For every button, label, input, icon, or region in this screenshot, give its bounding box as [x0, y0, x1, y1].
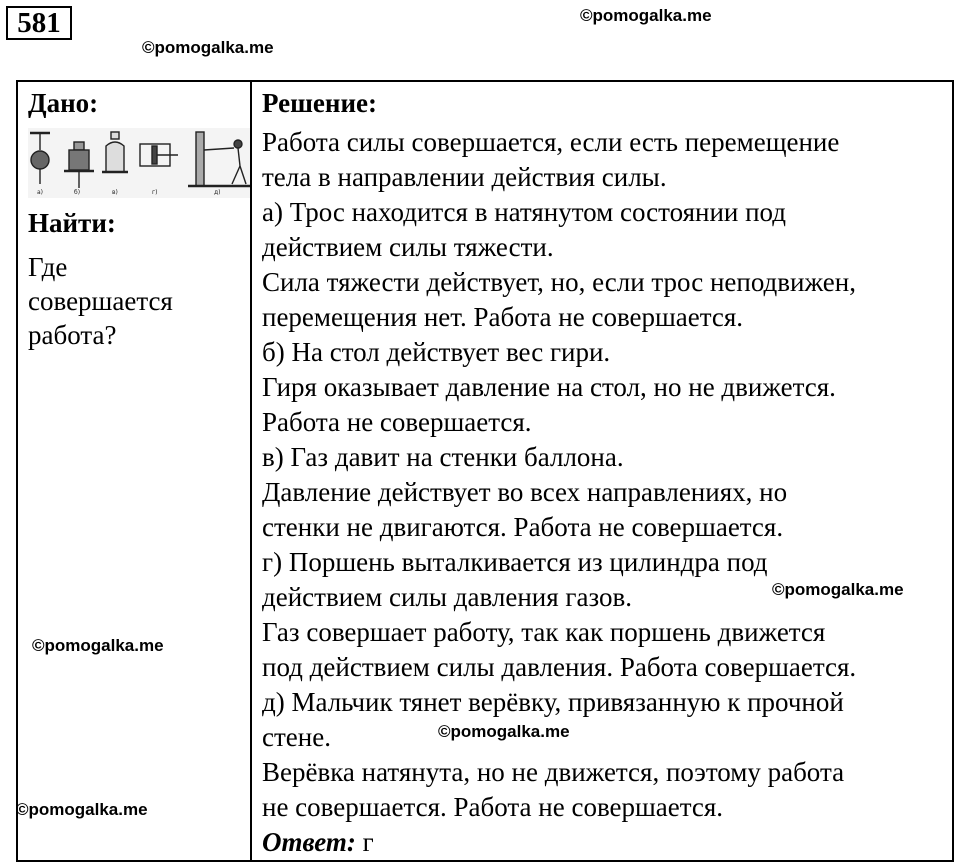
solution-line: Работа не совершается. — [262, 407, 532, 437]
solution-line: Газ совершает работу, так как поршень движется — [262, 617, 826, 647]
answer-label: Ответ: — [262, 827, 356, 857]
solution-line: Работа силы совершается, если есть перемещение — [262, 127, 840, 157]
solution-table — [16, 80, 954, 862]
watermark: ©pomogalka.me — [438, 722, 570, 741]
solution-line: Давление действует во всех направлениях, но — [262, 477, 788, 507]
solution-line: д) Мальчик тянет верёвку, привязанную к прочной — [262, 687, 844, 717]
solution-heading: Решение: — [262, 88, 377, 118]
solution-line: перемещения нет. Работа не совершается. — [262, 302, 744, 332]
answer-line — [262, 825, 952, 860]
solution-line: под действием силы давления. Работа совершается. — [262, 652, 857, 682]
find-heading: Найти: — [28, 208, 116, 238]
column-divider — [250, 82, 252, 860]
solution-line: Сила тяжести действует, но, если трос неподвижен, — [262, 267, 856, 297]
solution-line: Верёвка натянута, но не движется, поэтому работа — [262, 757, 845, 787]
solution-line: Гиря оказывает давление на стол, но не движется. — [262, 372, 836, 402]
watermark: ©pomogalka.me — [32, 636, 164, 655]
watermark: ©pomogalka.me — [772, 580, 904, 599]
find-question — [28, 250, 246, 352]
answer-value: г — [362, 827, 374, 857]
solution-column — [262, 82, 952, 860]
solution-text — [262, 125, 952, 860]
question-line: совершается — [28, 286, 173, 316]
question-line: Где — [28, 252, 68, 282]
figure-label-d: д) — [214, 189, 221, 196]
solution-line: а) Трос находится в натянутом состоянии под — [262, 197, 786, 227]
watermark: ©pomogalka.me — [16, 800, 148, 819]
solution-line: действием силы тяжести. — [262, 232, 554, 262]
problem-number: 581 — [6, 6, 72, 40]
solution-line: б) На стол действует вес гири. — [262, 337, 611, 367]
figure-label-g: г) — [152, 189, 158, 196]
figure-label-a: а) — [37, 189, 44, 196]
figure-label-b: б) — [74, 189, 81, 196]
watermark: ©pomogalka.me — [142, 38, 274, 57]
solution-line: г) Поршень выталкивается из цилиндра под — [262, 547, 768, 577]
solution-line: в) Газ давит на стенки баллона. — [262, 442, 624, 472]
solution-line: стене. — [262, 722, 331, 752]
given-heading: Дано: — [28, 88, 99, 118]
problem-figure — [28, 128, 250, 198]
given-column — [28, 82, 246, 352]
watermark: ©pomogalka.me — [580, 6, 712, 25]
solution-line: тела в направлении действия силы. — [262, 162, 667, 192]
solution-line: действием силы давления газов. — [262, 582, 632, 612]
figure-label-v: в) — [112, 189, 118, 196]
question-line: работа? — [28, 320, 117, 350]
solution-line: стенки не двигаются. Работа не совершается. — [262, 512, 784, 542]
solution-line: не совершается. Работа не совершается. — [262, 792, 724, 822]
